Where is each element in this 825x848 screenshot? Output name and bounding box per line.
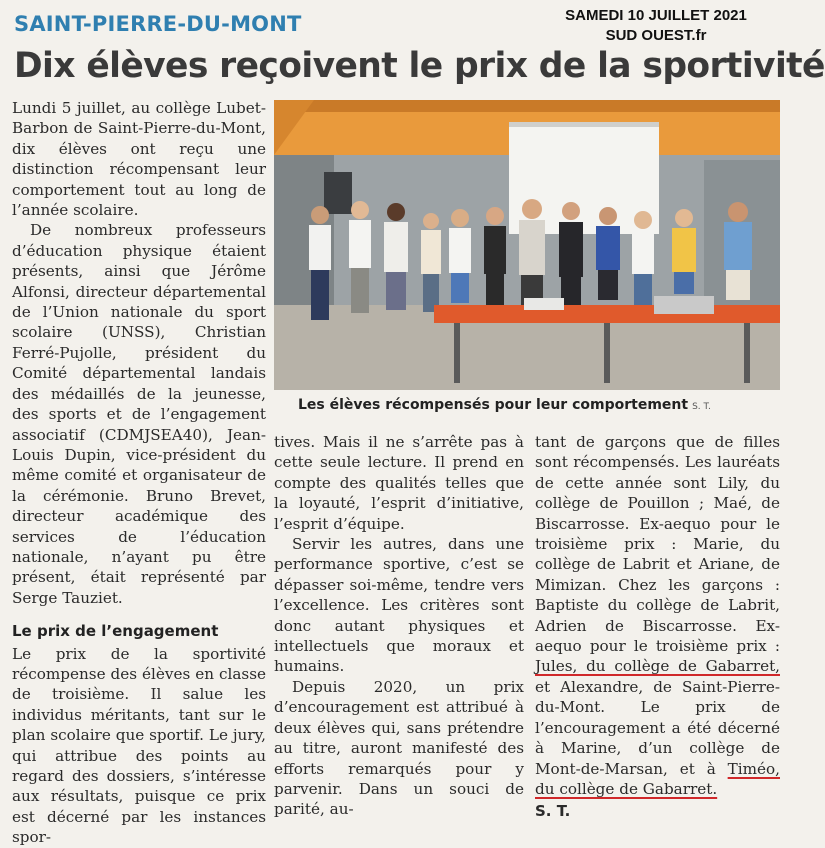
article-column-2 (274, 432, 524, 820)
article-paragraph: Servir les autres, dans une performance sportive, c’est se dépasser soi-même, tendre vers l’excellence. Les critères sont donc autant physiques et intellectuels que moraux et humains. (274, 535, 524, 676)
author-signature: S. T. (535, 802, 571, 821)
article-photo (274, 100, 780, 390)
article-paragraph (535, 432, 780, 799)
highlighted-name: Jules, du collège de Gabarret, (535, 657, 780, 676)
article-column-3 (535, 432, 780, 822)
section-rubric: SAINT-PIERRE-DU-MONT (14, 12, 302, 36)
article-column-1 (12, 98, 266, 848)
publication-date: SAMEDI 10 JUILLET 2021 (565, 7, 747, 24)
article-headline: Dix élèves reçoivent le prix de la sportivité (14, 46, 825, 86)
newspaper-name: SUD OUEST.fr (605, 27, 707, 44)
paragraph-text: et Alexandre, de Saint-Pierre-du-Mont. Le prix de l’encouragement a été décerné à Marine, d’un collège de Mont-de-Marsan, et à (535, 677, 780, 778)
article-subheading: Le prix de l’engagement (12, 622, 219, 641)
photo-caption (298, 397, 711, 413)
article-paragraph: Depuis 2020, un prix d’encouragement est attribué à deux élèves qui, sans prétendre au titre, auront manifesté des efforts remarqués pour y parvenir. Dans un souci de parité, au- (274, 677, 524, 819)
article-paragraph: Le prix de la sportivité récompense des élèves en classe de troisième. Il salue les individus méritants, tant sur le plan scolaire que sportif. Le jury, qui attribue des points au regard des dossiers, s’intéresse aux résultats, puisque ce prix est décerné par les instances spor- (12, 644, 266, 847)
highlighted-name: Timéo, du collège de Gabarret. (535, 759, 780, 798)
paragraph-text: tant de garçons que de filles sont récompensés. Les lauréats de cette année sont Lily, du collège de Pouillon ; Maé, de Biscarrosse. Ex-aequo pour le troisième prix : Marie, du collège de Labrit et Ariane, de Mimizan. Chez les garçons : Baptiste du collège de Labrit, Adrien de Biscarrosse. Ex-aequo pour le troisième prix : (535, 433, 780, 656)
photo-credit: S. T. (692, 402, 711, 412)
group-photo-illustration (274, 100, 780, 390)
source-box (546, 6, 766, 46)
article-paragraph: tives. Mais il ne s’arrête pas à cette seule lecture. Il prend en compte des qualités telles que la loyauté, l’esprit d’initiative, l’esprit d’équipe. (274, 433, 524, 533)
article-paragraph: Lundi 5 juillet, au collège Lubet-Barbon de Saint-Pierre-du-Mont, dix élèves ont reçu une distinction récompensant leur comportement tout au long de l’année scolaire. (12, 99, 266, 220)
caption-text: Les élèves récompensés pour leur comportement (298, 397, 689, 413)
article-paragraph: De nombreux professeurs d’éducation physique étaient présents, ainsi que Jérôme Alfonsi, directeur départemental de l’Union nationale du sport scolaire (UNSS), Christian Ferré-Pujolle, président du Comité départemental landais des médaillés de la jeunesse, des sports et de l’engagement associatif (CDMJSEA40), Jean-Louis Dupin, vice-président du même comité et organisateur de la cérémonie. Bruno Brevet, directeur académique des services de l’éducation nationale, n’ayant pu être présent, était représenté par Serge Tauziet. (12, 221, 266, 607)
